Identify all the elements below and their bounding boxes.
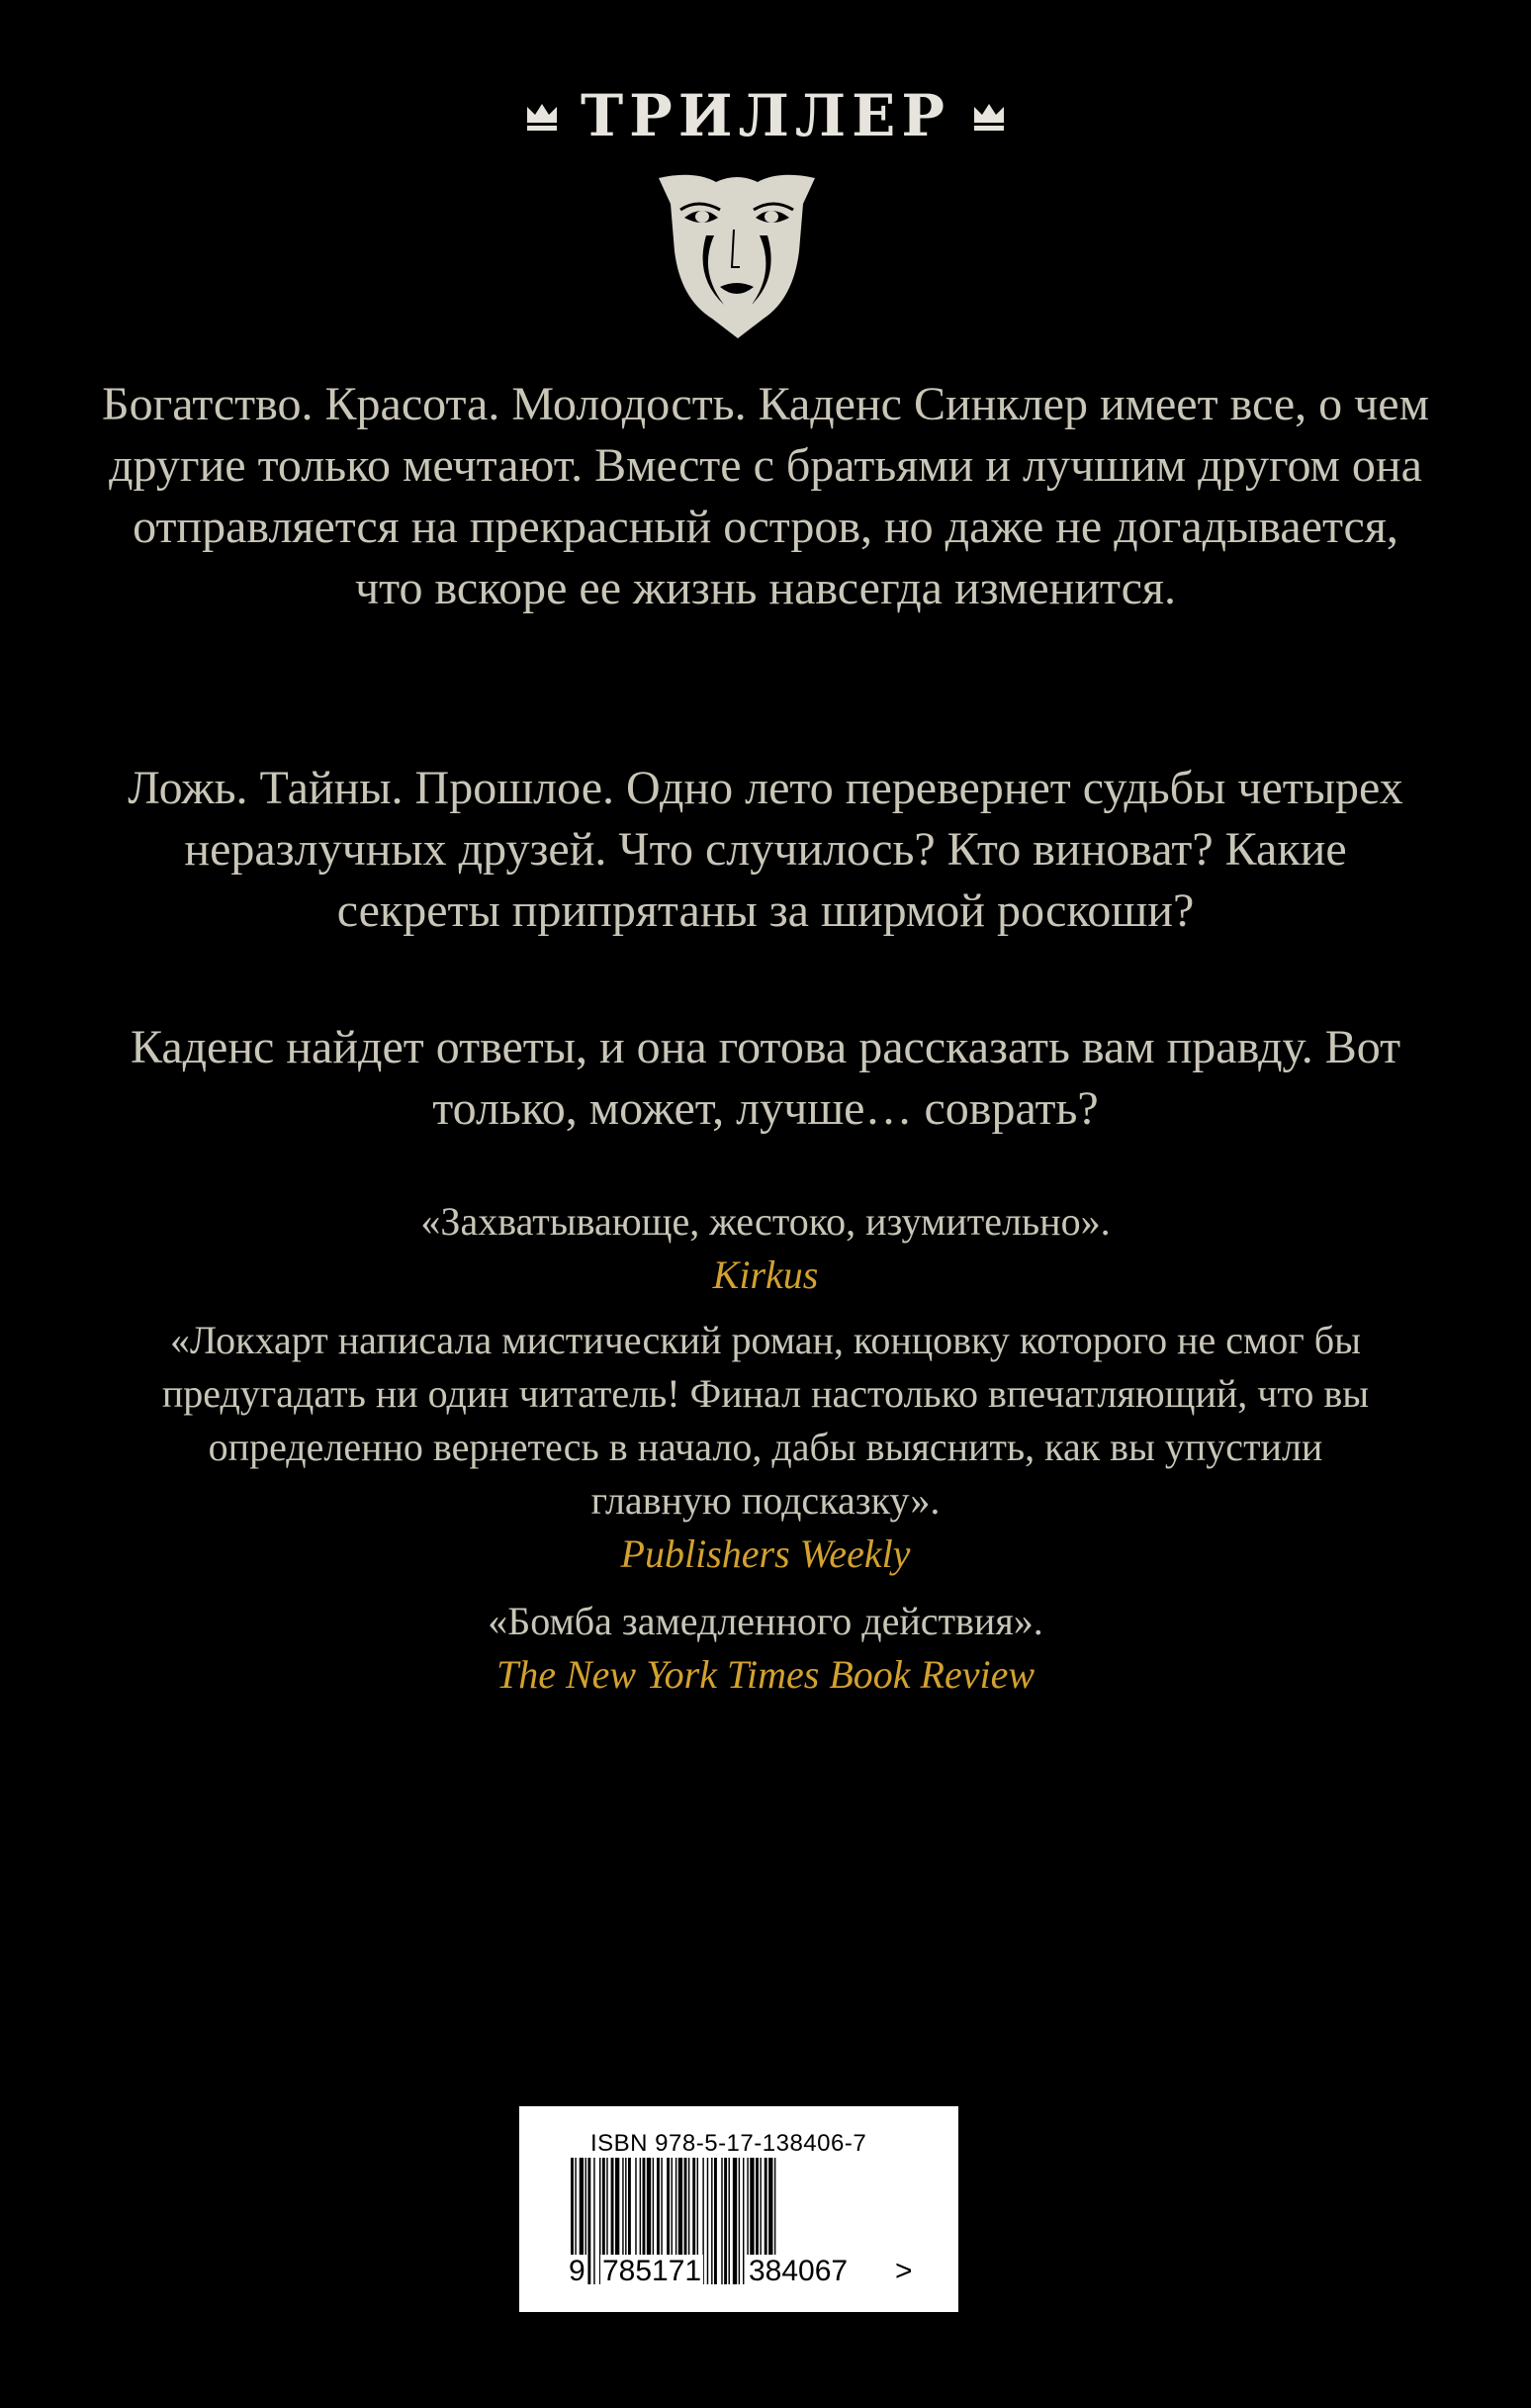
review	[99, 1195, 1432, 1302]
review-quote: «Локхарт написала мистический роман, концовку которого не смог бы предугадать ни один читатель! Финал настолько впечатляющий, что вы определенно вернетесь в начало, дабы выяснить, как вы упустили главную подсказку».	[161, 1318, 1370, 1523]
theater-mask-icon	[655, 170, 819, 340]
genre-label: ТРИЛЛЕР	[581, 82, 950, 149]
review-quote: «Захватывающе, жестоко, изумительно».	[420, 1199, 1111, 1244]
barcode-digits-left: 785171	[602, 2255, 702, 2287]
review-source: Kirkus	[712, 1252, 819, 1297]
review	[99, 1595, 1432, 1702]
genre-header	[0, 81, 1531, 150]
review	[138, 1314, 1393, 1581]
description-paragraph: Богатство. Красота. Молодость. Каденс Синклер имеет все, о чем другие только мечтают. Вместе с братьями и лучшим другом она отправляется на прекрасный остров, но даже не догадывается, что вскоре ее жизнь навсегда изменится.	[102, 378, 1429, 614]
crown-icon	[525, 101, 559, 131]
description-paragraph: Каденс найдет ответы, и она готова рассказать вам правду. Вот только, может, лучше… соврать?	[130, 1021, 1401, 1135]
review-source: Publishers Weekly	[620, 1531, 911, 1576]
review-source: The New York Times Book Review	[495, 1652, 1036, 1697]
isbn-number: ISBN 978-5-17-138406-7	[590, 2130, 867, 2157]
barcode-digit-end: >	[895, 2255, 913, 2287]
barcode-digits-right: 384067	[749, 2255, 849, 2287]
barcode-digit-first: 9	[569, 2255, 585, 2287]
description-paragraph: Ложь. Тайны. Прошлое. Одно лето перевернет судьбы четырех неразлучных друзей. Что случилось? Кто виноват? Какие секреты припрятаны за ширмой роскоши?	[128, 762, 1403, 937]
barcode	[519, 2106, 958, 2312]
crown-icon	[972, 101, 1006, 131]
review-quote: «Бомба замедленного действия».	[488, 1599, 1043, 1643]
